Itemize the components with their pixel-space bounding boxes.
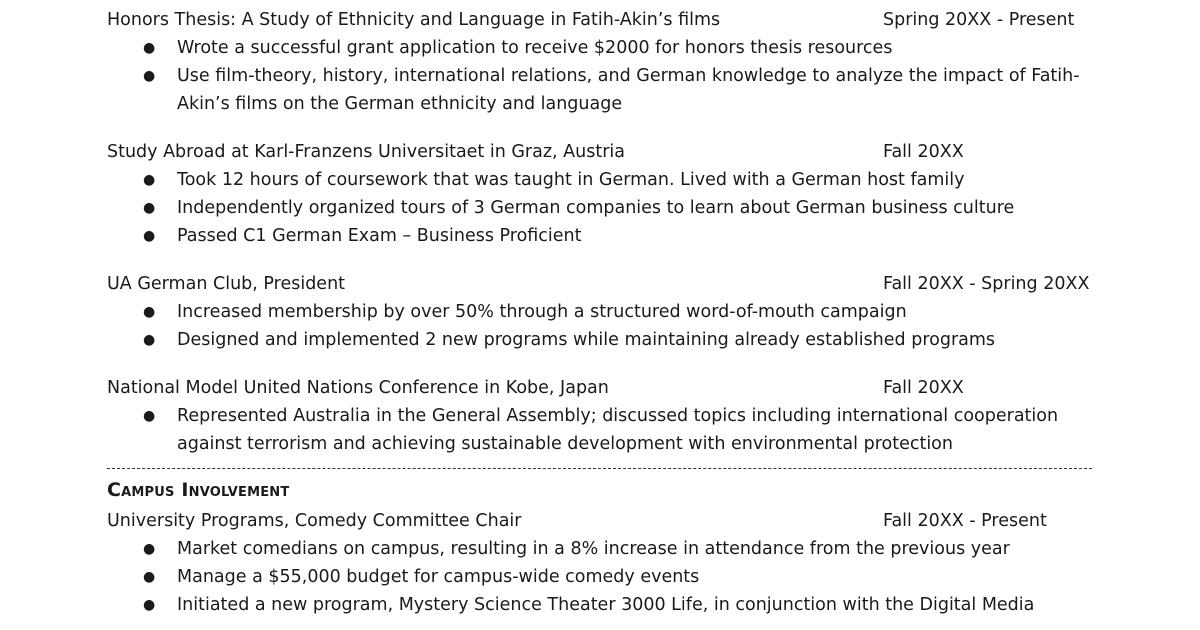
bullet-text: Independently organized tours of 3 German companies to learn about German business culture <box>177 198 1015 218</box>
bullet-item <box>107 222 1092 250</box>
experience-entry <box>107 374 1092 458</box>
entry-title: National Model United Nations Conference in Kobe, Japan <box>107 378 609 398</box>
bullet-list <box>107 34 1092 118</box>
bullet-item <box>107 326 1092 354</box>
bullet-text: Manage a $55,000 budget for campus-wide comedy events <box>177 567 700 587</box>
bullet-icon: ● <box>143 40 156 56</box>
bullet-item <box>107 298 1092 326</box>
entry-date: Spring 20XX - Present <box>883 10 1075 30</box>
entry-date: Fall 20XX <box>883 378 964 398</box>
bullet-text: Wrote a successful grant application to receive $2000 for honors thesis resources <box>177 38 893 58</box>
bullet-icon: ● <box>143 200 156 216</box>
entry-title: UA German Club, President <box>107 274 346 294</box>
section-heading: Campus Involvement <box>107 479 290 501</box>
bullet-item <box>107 194 1092 222</box>
bullet-icon: ● <box>143 541 156 557</box>
bullet-text: Designed and implemented 2 new programs while maintaining already established programs <box>177 330 996 350</box>
experience-entry <box>107 270 1092 354</box>
experience-entry <box>107 138 1092 250</box>
bullet-item <box>107 166 1092 194</box>
bullet-text: Passed C1 German Exam – Business Proficient <box>177 226 582 246</box>
bullet-text: Took 12 hours of coursework that was taught in German. Lived with a German host family <box>177 170 965 190</box>
experience-entry <box>107 6 1092 118</box>
bullet-item <box>107 535 1092 563</box>
bullet-item <box>107 402 1092 458</box>
entry-date: Fall 20XX - Spring 20XX <box>883 274 1090 294</box>
entry-title: University Programs, Comedy Committee Chair <box>107 511 522 531</box>
bullet-item <box>107 34 1092 62</box>
bullet-list <box>107 298 1092 354</box>
entry-header <box>107 138 1092 166</box>
entry-date: Fall 20XX <box>883 142 964 162</box>
entry-header <box>107 507 1092 535</box>
section-divider <box>107 468 1092 469</box>
entry-title: Honors Thesis: A Study of Ethnicity and Language in Fatih-Akin’s films <box>107 10 721 30</box>
bullet-icon: ● <box>143 408 156 424</box>
bullet-text: Represented Australia in the General Assembly; discussed topics including international cooperation against terrorism and achieving sustainable development with environmental protection <box>177 406 1059 454</box>
bullet-icon: ● <box>143 172 156 188</box>
campus-entry <box>107 507 1092 619</box>
bullet-icon: ● <box>143 332 156 348</box>
bullet-item <box>107 563 1092 591</box>
bullet-list <box>107 166 1092 250</box>
entry-header <box>107 374 1092 402</box>
bullet-text: Market comedians on campus, resulting in a 8% increase in attendance from the previous year <box>177 539 1010 559</box>
campus-involvement-section <box>107 473 1092 619</box>
bullet-list <box>107 402 1092 458</box>
entry-header <box>107 6 1092 34</box>
entry-date: Fall 20XX - Present <box>883 511 1047 531</box>
bullet-text: Initiated a new program, Mystery Science Theater 3000 Life, in conjunction with the Digital Media <box>177 595 1035 615</box>
bullet-list <box>107 535 1092 619</box>
resume-page <box>107 0 1092 619</box>
bullet-icon: ● <box>143 304 156 320</box>
bullet-item <box>107 62 1092 118</box>
bullet-icon: ● <box>143 597 156 613</box>
bullet-text: Increased membership by over 50% through a structured word-of-mouth campaign <box>177 302 907 322</box>
bullet-icon: ● <box>143 228 156 244</box>
entry-header <box>107 270 1092 298</box>
bullet-text: Use film-theory, history, international relations, and German knowledge to analyze the impact of Fatih-Akin’s films on the German ethnicity and language <box>177 66 1080 114</box>
bullet-item <box>107 591 1092 619</box>
entry-title: Study Abroad at Karl-Franzens Universitaet in Graz, Austria <box>107 142 625 162</box>
bullet-icon: ● <box>143 68 156 84</box>
bullet-icon: ● <box>143 569 156 585</box>
